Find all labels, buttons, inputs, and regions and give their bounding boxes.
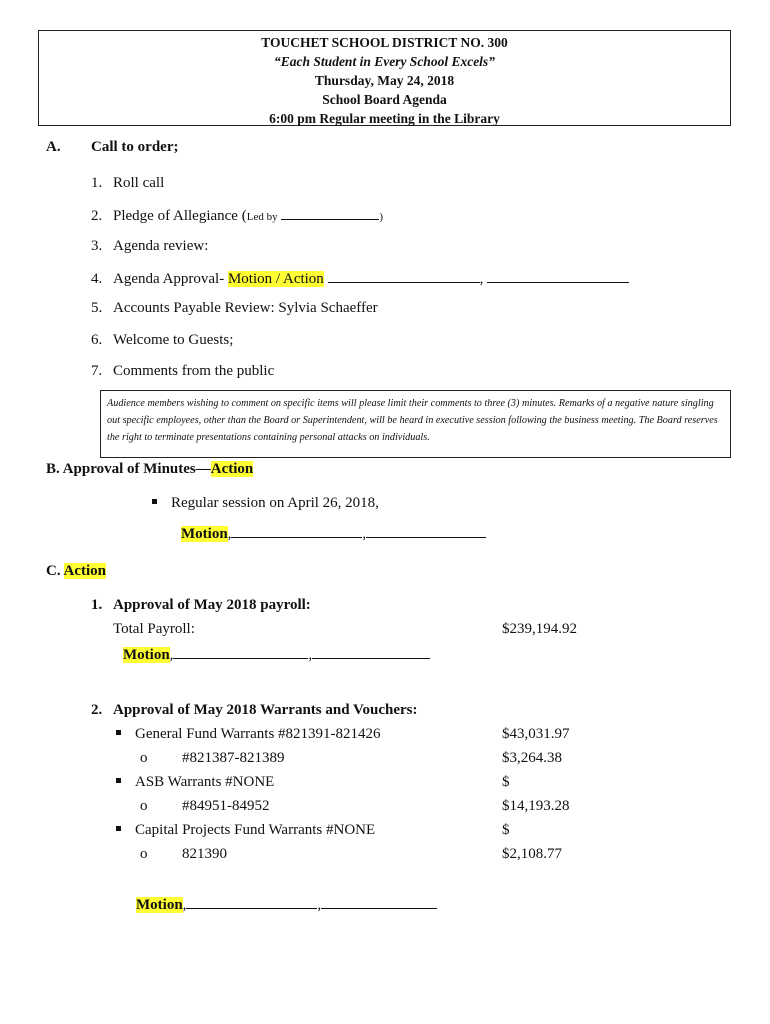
square-bullet-icon (116, 826, 121, 831)
meeting-time-location: 6:00 pm Regular meeting in the Library (269, 111, 500, 126)
circle-bullet-icon: o (140, 750, 148, 766)
agenda-item-6: 6. Welcome to Guests; (91, 332, 234, 348)
minutes-motion-line: Motion, , (181, 524, 486, 543)
warrant-row: o 821390 (140, 846, 227, 862)
motion-action-highlight: Motion / Action (227, 271, 324, 287)
warrant-amount: $2,108.77 (502, 846, 562, 862)
district-name: TOUCHET SCHOOL DISTRICT NO. 300 (261, 35, 508, 50)
circle-bullet-icon: o (140, 846, 148, 862)
warrant-amount: $14,193.28 (502, 798, 570, 814)
section-a-title: Call to order; (91, 139, 179, 155)
warrant-row: o #84951-84952 (140, 798, 270, 814)
warrant-row: o #821387-821389 (140, 750, 285, 766)
warrant-amount: $ (502, 774, 510, 790)
agenda-item-3: 3. Agenda review: (91, 238, 209, 254)
total-payroll-amount: $239,194.92 (502, 621, 577, 637)
payroll-motion-line: Motion, , (123, 645, 430, 664)
agenda-item-7: 7. Comments from the public (91, 363, 275, 379)
circle-bullet-icon: o (140, 798, 148, 814)
square-bullet-icon (116, 730, 121, 735)
agenda-item-2: 2. Pledge of Allegiance (Led by ) (91, 208, 383, 224)
warrant-amount: $3,264.38 (502, 750, 562, 766)
square-bullet-icon (152, 499, 157, 504)
warrant-row: General Fund Warrants #821391-821426 (116, 726, 381, 743)
motion-blank (328, 269, 480, 283)
section-b-title: B. Approval of Minutes—Action (46, 461, 254, 477)
warrant-amount: $43,031.97 (502, 726, 570, 742)
agenda-item-1: 1. Roll call (91, 175, 165, 191)
agenda-item-5: 5. Accounts Payable Review: Sylvia Schaeffer (91, 300, 378, 316)
minutes-bullet: Regular session on April 26, 2018, (152, 495, 379, 512)
total-payroll-label: Total Payroll: (113, 621, 195, 637)
warrants-item-title: 2. Approval of May 2018 Warrants and Vouchers: (91, 702, 418, 718)
payroll-item-title: 1. Approval of May 2018 payroll: (91, 597, 311, 613)
second-blank (487, 269, 629, 283)
meeting-date: Thursday, May 24, 2018 (314, 73, 455, 88)
district-motto: “Each Student in Every School Excels” (274, 54, 495, 69)
warrant-amount: $ (502, 822, 510, 838)
warrants-motion-line: Motion, , (136, 895, 437, 914)
agenda-title: School Board Agenda (322, 92, 447, 107)
agenda-item-4: 4. Agenda Approval- Motion / Action , (91, 269, 629, 288)
warrant-row: ASB Warrants #NONE (116, 774, 274, 791)
led-by-blank (281, 206, 379, 220)
warrant-row: Capital Projects Fund Warrants #NONE (116, 822, 375, 839)
agenda-header (38, 30, 731, 126)
public-comment-notice: Audience members wishing to comment on specific items will please limit their comments to three (3) minutes. Remarks of a negative nature singling out specific employees, other than the Board or Superintendent, will be heard in executive session following the business meeting. The Board reserves the right to terminate presentations containing personal attacks on individuals. (100, 390, 731, 458)
square-bullet-icon (116, 778, 121, 783)
section-c-title: C. Action (46, 563, 107, 579)
section-a-letter: A. (46, 139, 61, 155)
